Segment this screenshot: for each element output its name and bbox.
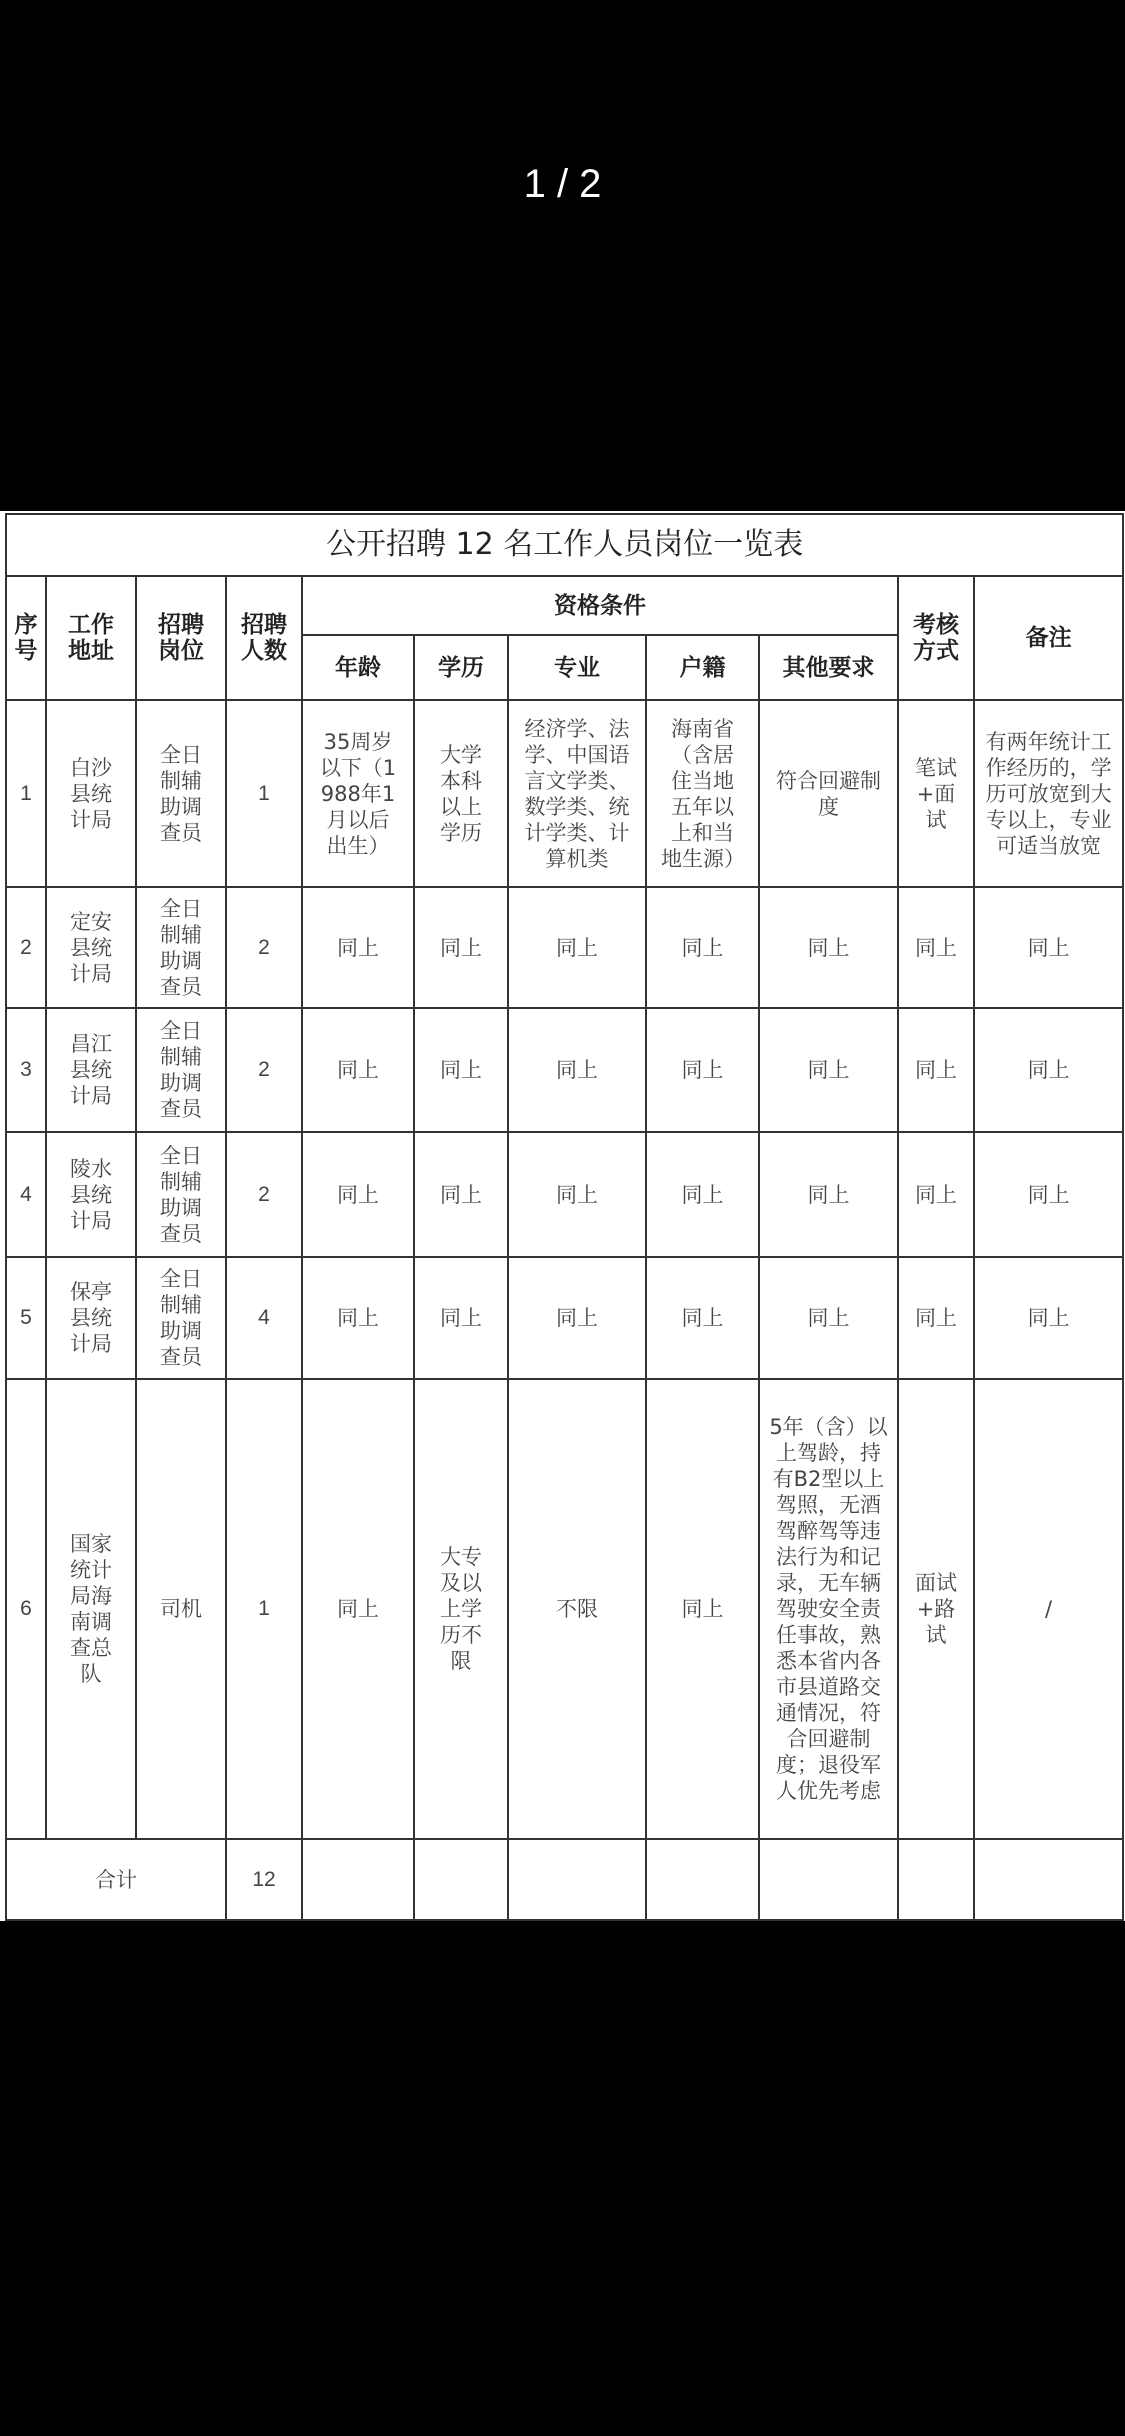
header-location: 工作地址	[46, 576, 136, 700]
cell-position: 全日制辅助调查员	[136, 700, 226, 887]
cell-education: 大专及以上学历不限	[414, 1379, 508, 1839]
cell-exam: 同上	[898, 1008, 974, 1132]
cell-major: 同上	[508, 1257, 646, 1379]
cell-index: 2	[6, 887, 46, 1008]
table-row	[6, 1008, 1123, 1132]
cell-exam: 面试+路试	[898, 1379, 974, 1839]
cell-index: 5	[6, 1257, 46, 1379]
cell-age: 同上	[302, 1257, 414, 1379]
cell-count: 2	[226, 1132, 302, 1257]
table-row	[6, 1257, 1123, 1379]
cell-major: 不限	[508, 1379, 646, 1839]
cell-position: 全日制辅助调查员	[136, 1257, 226, 1379]
cell-education: 同上	[414, 1132, 508, 1257]
cell-position: 全日制辅助调查员	[136, 1132, 226, 1257]
cell-household: 同上	[646, 1379, 759, 1839]
cell-count: 2	[226, 887, 302, 1008]
empty-cell	[508, 1839, 646, 1920]
table-row	[6, 887, 1123, 1008]
cell-household: 同上	[646, 1257, 759, 1379]
cell-notes: 同上	[974, 1132, 1123, 1257]
cell-household: 同上	[646, 1008, 759, 1132]
empty-cell	[646, 1839, 759, 1920]
cell-location: 白沙县统计局	[46, 700, 136, 887]
cell-position: 司机	[136, 1379, 226, 1839]
cell-major: 经济学、法学、中国语言文学类、数学类、统计学类、计算机类	[508, 700, 646, 887]
total-label: 合计	[6, 1839, 226, 1920]
table-row	[6, 1379, 1123, 1839]
empty-cell	[414, 1839, 508, 1920]
header-index: 序号	[6, 576, 46, 700]
cell-notes: 同上	[974, 1008, 1123, 1132]
cell-education: 同上	[414, 1008, 508, 1132]
header-qualifications: 资格条件	[302, 576, 898, 635]
cell-exam: 同上	[898, 1132, 974, 1257]
empty-cell	[974, 1839, 1123, 1920]
cell-count: 1	[226, 700, 302, 887]
header-exam: 考核方式	[898, 576, 974, 700]
cell-other: 同上	[759, 1132, 898, 1257]
cell-age: 同上	[302, 1132, 414, 1257]
cell-location: 定安县统计局	[46, 887, 136, 1008]
cell-other: 同上	[759, 1257, 898, 1379]
cell-exam: 同上	[898, 1257, 974, 1379]
header-household: 户籍	[646, 635, 759, 700]
page-indicator: 1 / 2	[523, 162, 602, 206]
cell-location: 昌江县统计局	[46, 1008, 136, 1132]
header-education: 学历	[414, 635, 508, 700]
cell-count: 2	[226, 1008, 302, 1132]
cell-location: 国家统计局海南调查总队	[46, 1379, 136, 1839]
table-title: 公开招聘 12 名工作人员岗位一览表	[6, 514, 1123, 576]
cell-age: 同上	[302, 1008, 414, 1132]
header-count: 招聘人数	[226, 576, 302, 700]
header-notes: 备注	[974, 576, 1123, 700]
cell-education: 同上	[414, 887, 508, 1008]
cell-other: 5年（含）以上驾龄，持有B2型以上驾照，无酒驾醉驾等违法行为和记录，无车辆驾驶安全责任事故，熟悉本省内各市县道路交通情况，符合回避制度；退役军人优先考虑	[759, 1379, 898, 1839]
cell-education: 大学本科以上学历	[414, 700, 508, 887]
cell-count: 1	[226, 1379, 302, 1839]
empty-cell	[898, 1839, 974, 1920]
cell-index: 6	[6, 1379, 46, 1839]
cell-count: 4	[226, 1257, 302, 1379]
total-count: 12	[226, 1839, 302, 1920]
table-row	[6, 1132, 1123, 1257]
cell-age: 同上	[302, 1379, 414, 1839]
cell-exam: 同上	[898, 887, 974, 1008]
empty-cell	[302, 1839, 414, 1920]
cell-age: 同上	[302, 887, 414, 1008]
header-other: 其他要求	[759, 635, 898, 700]
cell-index: 3	[6, 1008, 46, 1132]
header-age: 年龄	[302, 635, 414, 700]
empty-cell	[759, 1839, 898, 1920]
job-table-image	[0, 511, 1125, 1921]
cell-notes: 同上	[974, 1257, 1123, 1379]
cell-notes: 同上	[974, 887, 1123, 1008]
cell-position: 全日制辅助调查员	[136, 1008, 226, 1132]
cell-notes: /	[974, 1379, 1123, 1839]
cell-household: 同上	[646, 887, 759, 1008]
cell-age: 35周岁以下（1988年1月以后出生）	[302, 700, 414, 887]
header-major: 专业	[508, 635, 646, 700]
header-position: 招聘岗位	[136, 576, 226, 700]
cell-location: 陵水县统计局	[46, 1132, 136, 1257]
cell-household: 海南省（含居住当地五年以上和当地生源）	[646, 700, 759, 887]
cell-major: 同上	[508, 887, 646, 1008]
cell-position: 全日制辅助调查员	[136, 887, 226, 1008]
cell-location: 保亭县统计局	[46, 1257, 136, 1379]
cell-major: 同上	[508, 1008, 646, 1132]
cell-index: 4	[6, 1132, 46, 1257]
cell-index: 1	[6, 700, 46, 887]
cell-education: 同上	[414, 1257, 508, 1379]
cell-exam: 笔试+面试	[898, 700, 974, 887]
cell-other: 同上	[759, 887, 898, 1008]
cell-household: 同上	[646, 1132, 759, 1257]
job-positions-table	[5, 513, 1124, 1921]
cell-other: 符合回避制度	[759, 700, 898, 887]
table-row	[6, 700, 1123, 887]
cell-notes: 有两年统计工作经历的，学历可放宽到大专以上，专业可适当放宽	[974, 700, 1123, 887]
cell-major: 同上	[508, 1132, 646, 1257]
cell-other: 同上	[759, 1008, 898, 1132]
